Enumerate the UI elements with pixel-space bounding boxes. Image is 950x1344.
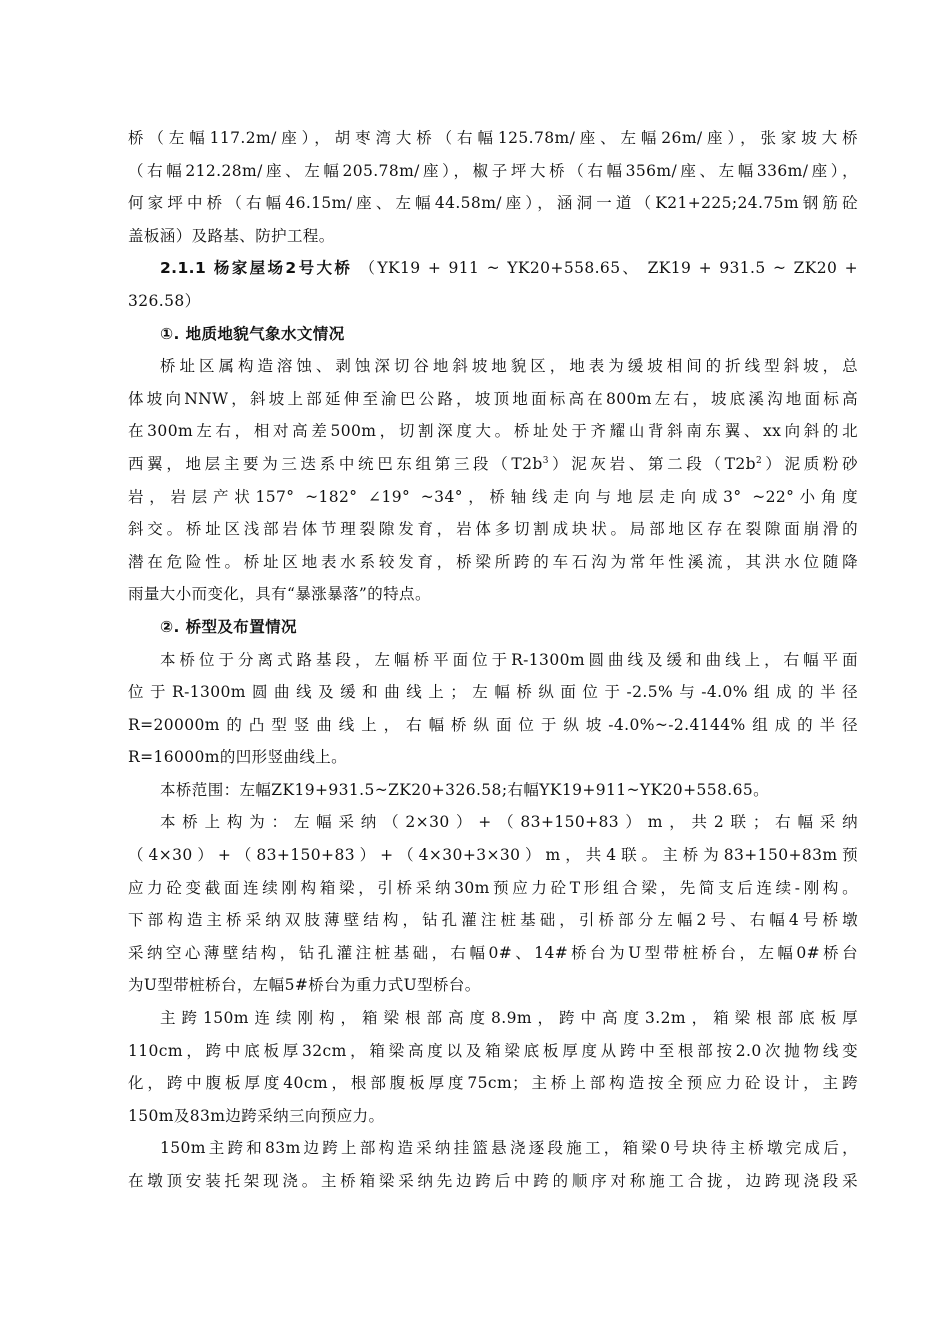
- text-line: （右幅212.28m/座、左幅205.78m/座），椒子坪大桥（右幅356m/座、左幅336m/座），: [128, 161, 858, 180]
- section-range-continued: 326.58）: [128, 291, 201, 310]
- text-line: 在300m左右，相对高差500m，切割深度大。桥址处于齐耀山背斜南东翼、xx向斜的北: [128, 422, 858, 441]
- text-line: 潜在危险性。桥址区地表水系较发育，桥梁所跨的车石沟为常年性溪流，其洪水位随降: [128, 552, 858, 571]
- text-line: 化，跨中腹板厚度40cm，根部腹板厚度75cm；主桥上部构造按全预应力砼设计，主跨: [128, 1074, 858, 1093]
- text-line: 岩，岩层产状157° ~182° ∠19° ~34°，桥轴线走向与地层走向成3° ~22°小角度: [128, 487, 858, 506]
- section-title: 2.1.1 杨家屋场2号大桥: [160, 259, 353, 278]
- text-line: 应力砼变截面连续刚构箱梁，引桥采纳30m预应力砼T形组合梁，先简支后连续-刚构。: [128, 878, 858, 897]
- text-line: 体坡向NNW，斜坡上部延伸至渝巴公路，坡顶地面标高在800m左右，坡底溪沟地面标高: [128, 389, 858, 408]
- text-line: 桥址区属构造溶蚀、剥蚀深切谷地斜坡地貌区，地表为缓坡相间的折线型斜坡，总: [160, 357, 858, 376]
- text-line: 采纳空心薄壁结构，钻孔灌注桩基础，右幅0#、14#桥台为U型带桩桥台，左幅0#桥台: [128, 943, 858, 962]
- text-line: 盖板涵）及路基、防护工程。: [128, 226, 335, 245]
- text-line: 本桥上构为：左幅采纳（2×30）+（83+150+83）m，共2联；右幅采纳: [160, 813, 858, 832]
- text-line: 位于R-1300m圆曲线及缓和曲线上；左幅桥纵面位于-2.5%与-4.0%组成的半径: [128, 683, 858, 702]
- text-segment: ）泥质粉砂: [762, 454, 858, 473]
- text-line: 150m及83m边跨采纳三向预应力。: [128, 1106, 385, 1125]
- document-body: [128, 122, 858, 1198]
- section-range: （YK19 + 911 ~ YK20+558.65、 ZK19 + 931.5 ~ ZK20 +: [359, 259, 858, 278]
- text-segment: 西翼，地层主要为三迭系中统巴东组第三段（T2b: [128, 454, 543, 473]
- text-segment: ）泥灰岩、第二段（T2b: [548, 454, 756, 473]
- subsection-title-geology: ①. 地质地貌气象水文情况: [160, 324, 345, 343]
- text-line: 110cm，跨中底板厚32cm，箱梁高度以及箱梁底板厚度从跨中至根部按2.0次抛物线变: [128, 1041, 858, 1060]
- subsection-title-bridge-type: ②. 桥型及布置情况: [160, 617, 297, 636]
- text-line: 斜交。桥址区浅部岩体节理裂隙发育，岩体多切割成块状。局部地区存在裂隙面崩滑的: [128, 520, 858, 539]
- text-line: 何家坪中桥（右幅46.15m/座、左幅44.58m/座），涵洞一道（K21+225;24.75m钢筋砼: [128, 194, 858, 213]
- text-line: 下部构造主桥采纳双肢薄壁结构，钻孔灌注桩基础，引桥部分左幅2号、右幅4号桥墩: [128, 911, 858, 930]
- superscript: 2: [755, 455, 763, 466]
- text-line: （4×30）+（83+150+83）+（4×30+3×30）m，共4联。主桥为83+150+83m预: [128, 846, 858, 865]
- text-line: 桥（左幅117.2m/座），胡枣湾大桥（右幅125.78m/座、左幅26m/座），张家坡大桥: [128, 129, 858, 147]
- text-line-with-superscripts: [128, 448, 858, 481]
- superscript: 3: [542, 455, 549, 466]
- text-line: 本桥位于分离式路基段，左幅桥平面位于R-1300m圆曲线及缓和曲线上，右幅平面: [160, 650, 858, 669]
- text-line: R=16000m的凹形竖曲线上。: [128, 748, 348, 767]
- text-line: R=20000m的凸型竖曲线上，右幅桥纵面位于纵坡-4.0%~-2.4144%组成的半径: [128, 715, 858, 734]
- text-line: 在墩顶安装托架现浇。主桥箱梁采纳先边跨后中跨的顺序对称施工合拢，边跨现浇段采: [128, 1172, 858, 1190]
- text-line: 主跨150m连续刚构，箱梁根部高度8.9m，跨中高度3.2m，箱梁根部底板厚: [160, 1009, 858, 1028]
- text-line: 本桥范围：左幅ZK19+931.5~ZK20+326.58;右幅YK19+911~YK20+558.65。: [160, 780, 769, 799]
- text-line: 为U型带桩桥台，左幅5#桥台为重力式U型桥台。: [128, 976, 481, 995]
- section-heading-line: [128, 252, 858, 285]
- text-line: 雨量大小而变化，具有“暴涨暴落”的特点。: [128, 585, 431, 604]
- text-line: 150m主跨和83m边跨上部构造采纳挂篮悬浇逐段施工，箱梁0号块待主桥墩完成后，: [160, 1139, 858, 1158]
